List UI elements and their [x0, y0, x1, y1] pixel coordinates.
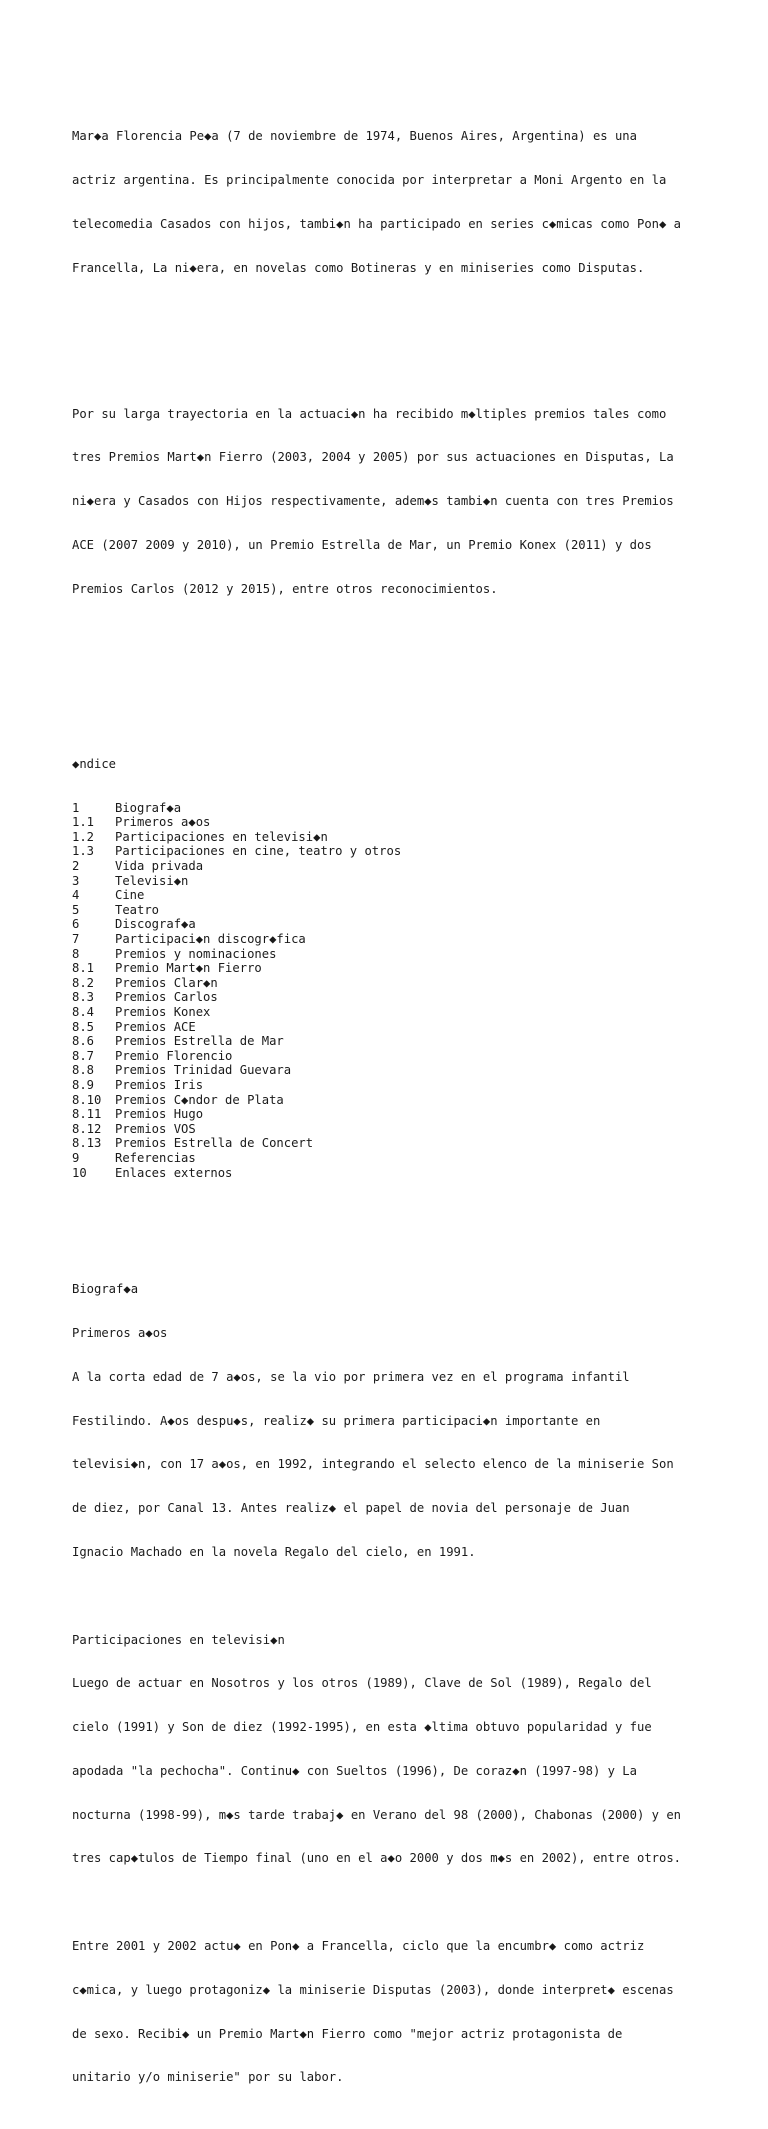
toc-item-number: 8.4: [72, 1005, 95, 1019]
toc-item-number: 10: [72, 1165, 87, 1180]
text-line: Francella, La ni◆era, en novelas como Botineras y en miniseries como Disputas.: [72, 260, 645, 275]
toc-item-number: 7: [72, 932, 80, 947]
toc-item-label: Discograf◆a: [115, 917, 196, 932]
toc-title: ◆ndice: [72, 756, 117, 771]
toc-item: [72, 874, 712, 889]
text-line: A la corta edad de 7 a◆os, se la vio por primera vez en el programa infantil: [72, 1369, 630, 1384]
subsection-heading: Participaciones en televisi◆n: [72, 1632, 285, 1647]
toc-item-label: Premios y nominaciones: [115, 946, 277, 961]
table-of-contents: [72, 728, 712, 1210]
toc-item-label: Teatro: [115, 902, 160, 917]
spacer: [72, 334, 712, 349]
toc-item: [72, 917, 712, 932]
toc-item: [72, 1093, 712, 1108]
text-line: tres cap◆tulos de Tiempo final (uno en el a◆o 2000 y dos m◆s en 2002), entre otros.: [72, 1851, 682, 1866]
text-line: Ignacio Machado en la novela Regalo del cielo, en 1991.: [72, 1544, 476, 1559]
toc-item: [72, 1122, 712, 1137]
text-line: ni◆era y Casados con Hijos respectivamente, adem◆s tambi◆n cuenta con tres Premios: [72, 494, 674, 509]
toc-item-label: Participaci◆n discogr◆fica: [115, 932, 306, 947]
toc-item: [72, 844, 712, 859]
toc-item-label: Televisi◆n: [115, 873, 189, 888]
toc-item: [72, 815, 712, 830]
toc-item: [72, 1063, 712, 1078]
toc-item-label: Premios Iris: [115, 1077, 204, 1092]
toc-item-label: Vida privada: [115, 859, 204, 874]
toc-item-number: 1.1: [72, 815, 95, 830]
spacer: [72, 1895, 712, 1910]
text-line: tres Premios Mart◆n Fierro (2003, 2004 y 2005) por sus actuaciones en Disputas, La: [72, 450, 674, 465]
toc-item-label: Biograf◆a: [115, 800, 182, 815]
toc-item-number: 1: [72, 800, 80, 815]
toc-item-label: Participaciones en cine, teatro y otros: [115, 844, 402, 859]
toc-item-number: 8.6: [72, 1034, 95, 1049]
toc-item-number: 8.5: [72, 1019, 95, 1034]
toc-item-number: 1.3: [72, 844, 95, 859]
toc-item-label: Premios Carlos: [115, 990, 218, 1005]
toc-item-label: Premios Estrella de Concert: [115, 1136, 314, 1151]
text-line: Luego de actuar en Nosotros y los otros (1989), Clave de Sol (1989), Regalo del: [72, 1676, 652, 1691]
toc-item: [72, 976, 712, 991]
text-line: Premios Carlos (2012 y 2015), entre otros reconocimientos.: [72, 581, 498, 596]
toc-item: [72, 830, 712, 845]
text-line: ACE (2007 2009 y 2010), un Premio Estrella de Mar, un Premio Konex (2011) y dos: [72, 538, 652, 552]
toc-item: [72, 1166, 712, 1181]
text-line: Festilindo. A◆os despu◆s, realiz◆ su primera participaci◆n importante en: [72, 1413, 601, 1428]
toc-item: [72, 1034, 712, 1049]
toc-item: [72, 903, 712, 918]
subsection-heading: Primeros a◆os: [72, 1326, 168, 1341]
toc-item-label: Premios Konex: [115, 1005, 211, 1019]
spacer: [72, 655, 712, 684]
toc-item-number: 1.2: [72, 829, 95, 844]
toc-item-number: 4: [72, 888, 80, 903]
toc-item-label: Premio Florencio: [115, 1048, 233, 1063]
toc-item: [72, 859, 712, 874]
text-line: telecomedia Casados con hijos, tambi◆n ha participado en series c◆micas como Pon◆ a: [72, 216, 682, 231]
text-line: Mar◆a Florencia Pe◆a (7 de noviembre de 1974, Buenos Aires, Argentina) es una: [72, 129, 637, 144]
toc-item-label: Premios Estrella de Mar: [115, 1034, 284, 1049]
toc-item-label: Premios Hugo: [115, 1107, 204, 1122]
text-line: Por su larga trayectoria en la actuaci◆n ha recibido m◆ltiples premios tales como: [72, 406, 667, 421]
toc-item-number: 3: [72, 873, 80, 888]
toc-item-number: 2: [72, 859, 80, 874]
toc-item-number: 6: [72, 917, 80, 932]
toc-item-label: Referencias: [115, 1150, 196, 1165]
intro-paragraph-1: [72, 100, 712, 304]
toc-item: [72, 888, 712, 903]
toc-item-number: 8: [72, 946, 80, 961]
toc-item-number: 8.8: [72, 1063, 95, 1078]
text-line: unitario y/o miniserie" por su labor.: [72, 2070, 344, 2085]
toc-item-number: 8.7: [72, 1048, 95, 1063]
toc-item: [72, 1005, 712, 1020]
toc-item: [72, 932, 712, 947]
text-line: nocturna (1998-99), m◆s tarde trabaj◆ en Verano del 98 (2000), Chabonas (2000) y en: [72, 1807, 682, 1822]
toc-item-number: 9: [72, 1150, 80, 1165]
toc-item: [72, 1049, 712, 1064]
toc-item-label: Enlaces externos: [115, 1165, 233, 1180]
toc-item-label: Cine: [115, 888, 145, 903]
text-line: cielo (1991) y Son de diez (1992-1995), en esta ◆ltima obtuvo popularidad y fue: [72, 1720, 652, 1735]
toc-item-label: Premios Clar◆n: [115, 975, 218, 990]
toc-item-label: Premios C◆ndor de Plata: [115, 1092, 284, 1107]
toc-list: [72, 801, 712, 1180]
section-heading: Biograf◆a: [72, 1282, 139, 1297]
toc-item: [72, 1078, 712, 1093]
text-line: de diez, por Canal 13. Antes realiz◆ el papel de novia del personaje de Juan: [72, 1501, 630, 1516]
toc-item-label: Participaciones en televisi◆n: [115, 829, 328, 844]
toc-item: [72, 961, 712, 976]
toc-item: [72, 1107, 712, 1122]
toc-item-label: Premios ACE: [115, 1019, 196, 1034]
text-line: Entre 2001 y 2002 actu◆ en Pon◆ a Francella, ciclo que la encumbr◆ como actriz: [72, 1939, 645, 1953]
document-page: [72, 71, 712, 2129]
toc-item-number: 8.9: [72, 1077, 95, 1092]
toc-item: [72, 1136, 712, 1151]
toc-item-number: 8.12: [72, 1121, 102, 1136]
toc-item: [72, 990, 712, 1005]
toc-item-number: 8.10: [72, 1092, 102, 1107]
toc-item: [72, 1020, 712, 1035]
toc-item-number: 8.3: [72, 990, 95, 1005]
biography-section: [72, 1253, 712, 2114]
toc-item-number: 8.1: [72, 961, 95, 976]
toc-item-number: 5: [72, 902, 80, 917]
toc-item-label: Premios Trinidad Guevara: [115, 1063, 292, 1078]
toc-item: [72, 947, 712, 962]
text-line: de sexo. Recibi◆ un Premio Mart◆n Fierro como "mejor actriz protagonista de: [72, 2026, 623, 2041]
toc-item-number: 8.11: [72, 1107, 102, 1122]
toc-item-label: Primeros a◆os: [115, 815, 211, 830]
toc-item-number: 8.13: [72, 1136, 102, 1151]
toc-item: [72, 1151, 712, 1166]
toc-item: [72, 801, 712, 816]
intro-paragraph-2: [72, 377, 712, 625]
toc-item-number: 8.2: [72, 975, 95, 990]
toc-item-label: Premios VOS: [115, 1121, 196, 1136]
toc-item-label: Premio Mart◆n Fierro: [115, 961, 262, 976]
text-line: televisi◆n, con 17 a◆os, en 1992, integrando el selecto elenco de la miniserie Son: [72, 1457, 674, 1472]
text-line: apodada "la pechocha". Continu◆ con Sueltos (1996), De coraz◆n (1997-98) y La: [72, 1763, 637, 1778]
text-line: c◆mica, y luego protagoniz◆ la miniserie Disputas (2003), donde interpret◆ escenas: [72, 1982, 674, 1997]
spacer: [72, 1589, 712, 1604]
text-line: actriz argentina. Es principalmente conocida por interpretar a Moni Argento en la: [72, 173, 667, 188]
